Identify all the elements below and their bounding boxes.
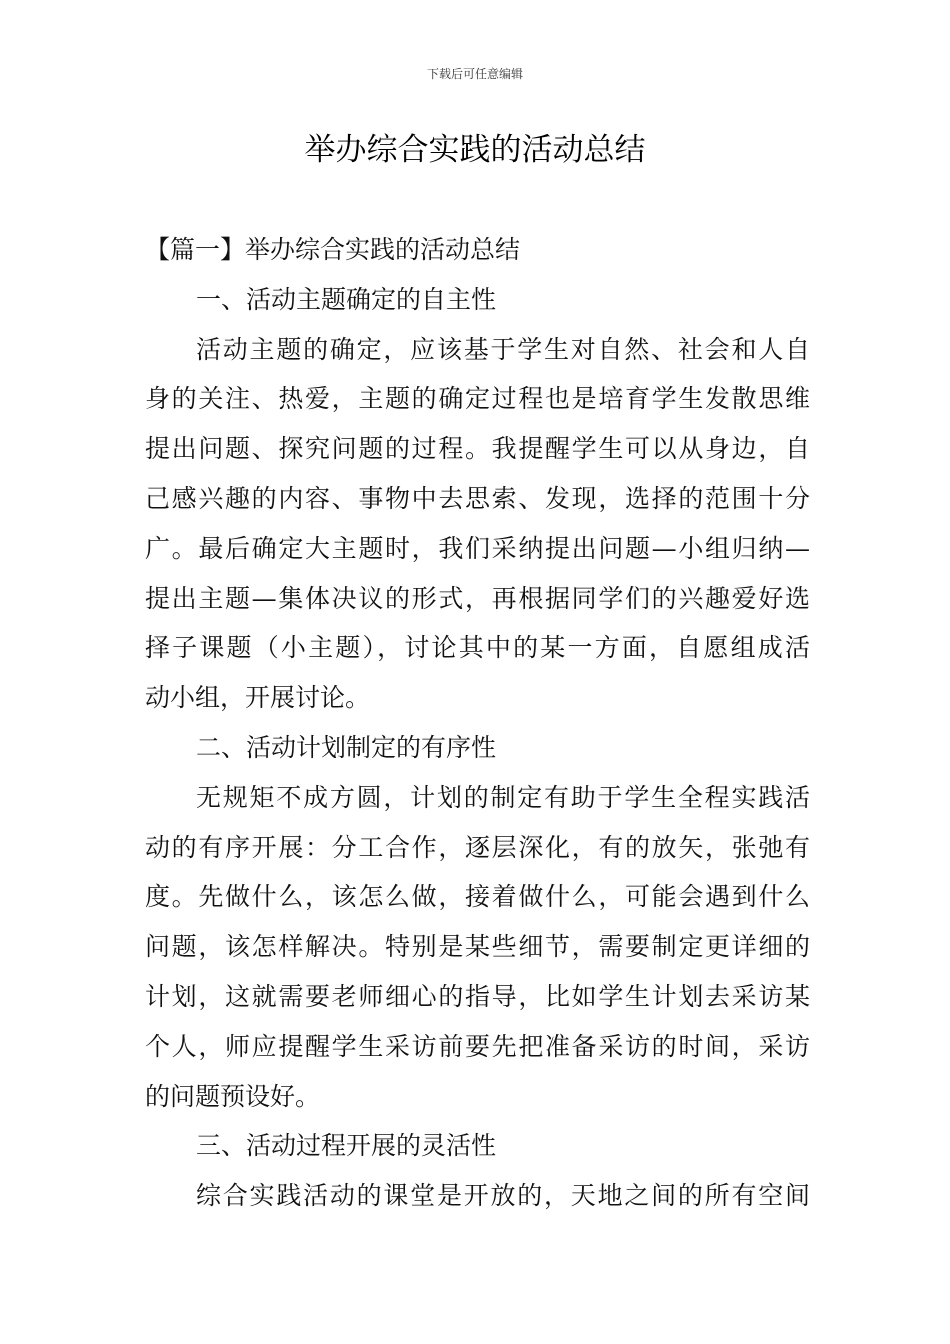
paragraph-line: 提出主题—集体决议的形式，再根据同学们的兴趣爱好选 [145,583,810,613]
paragraph-line: 综合实践活动的课堂是开放的，天地之间的所有空间 [196,1181,810,1211]
paragraph-line: 动的有序开展：分工合作，逐层深化，有的放矢，张弛有 [145,832,810,862]
paragraph-line: 广。最后确定大主题时，我们采纳提出问题—小组归纳— [145,533,810,563]
paragraph-line: 的问题预设好。 [145,1081,321,1111]
paragraph-line: 度。先做什么，该怎么做，接着做什么，可能会遇到什么 [145,882,810,912]
paragraph-line: 动小组，开展讨论。 [145,683,371,713]
paragraph-line: 计划，这就需要老师细心的指导，比如学生计划去采访某 [145,981,810,1011]
paragraph-line: 问题，该怎样解决。特别是某些细节，需要制定更详细的 [145,932,810,962]
paragraph-line: 无规矩不成方圆，计划的制定有助于学生全程实践活 [196,782,810,812]
paragraph-line: 活动主题的确定，应该基于学生对自然、社会和人自 [196,334,810,364]
section-heading-part-one: 【篇一】举办综合实践的活动总结 [145,235,521,264]
header-note: 下载后可任意编辑 [426,67,523,81]
subsection-heading-2: 二、活动计划制定的有序性 [196,732,497,762]
paragraph-line: 己感兴趣的内容、事物中去思索、发现，选择的范围十分 [145,483,810,513]
subsection-heading-1: 一、活动主题确定的自主性 [196,284,497,314]
subsection-heading-3: 三、活动过程开展的灵活性 [196,1131,497,1161]
paragraph-line: 个人，师应提醒学生采访前要先把准备采访的时间，采访 [145,1031,810,1061]
paragraph-line: 提出问题、探究问题的过程。我提醒学生可以从身边，自 [145,434,810,464]
paragraph-line: 身的关注、热爱，主题的确定过程也是培育学生发散思维 [145,384,810,414]
document-body [145,225,810,1221]
paragraph-line: 择子课题（小主题），讨论其中的某一方面，自愿组成活 [145,633,810,663]
document-title: 举办综合实践的活动总结 [304,132,646,168]
